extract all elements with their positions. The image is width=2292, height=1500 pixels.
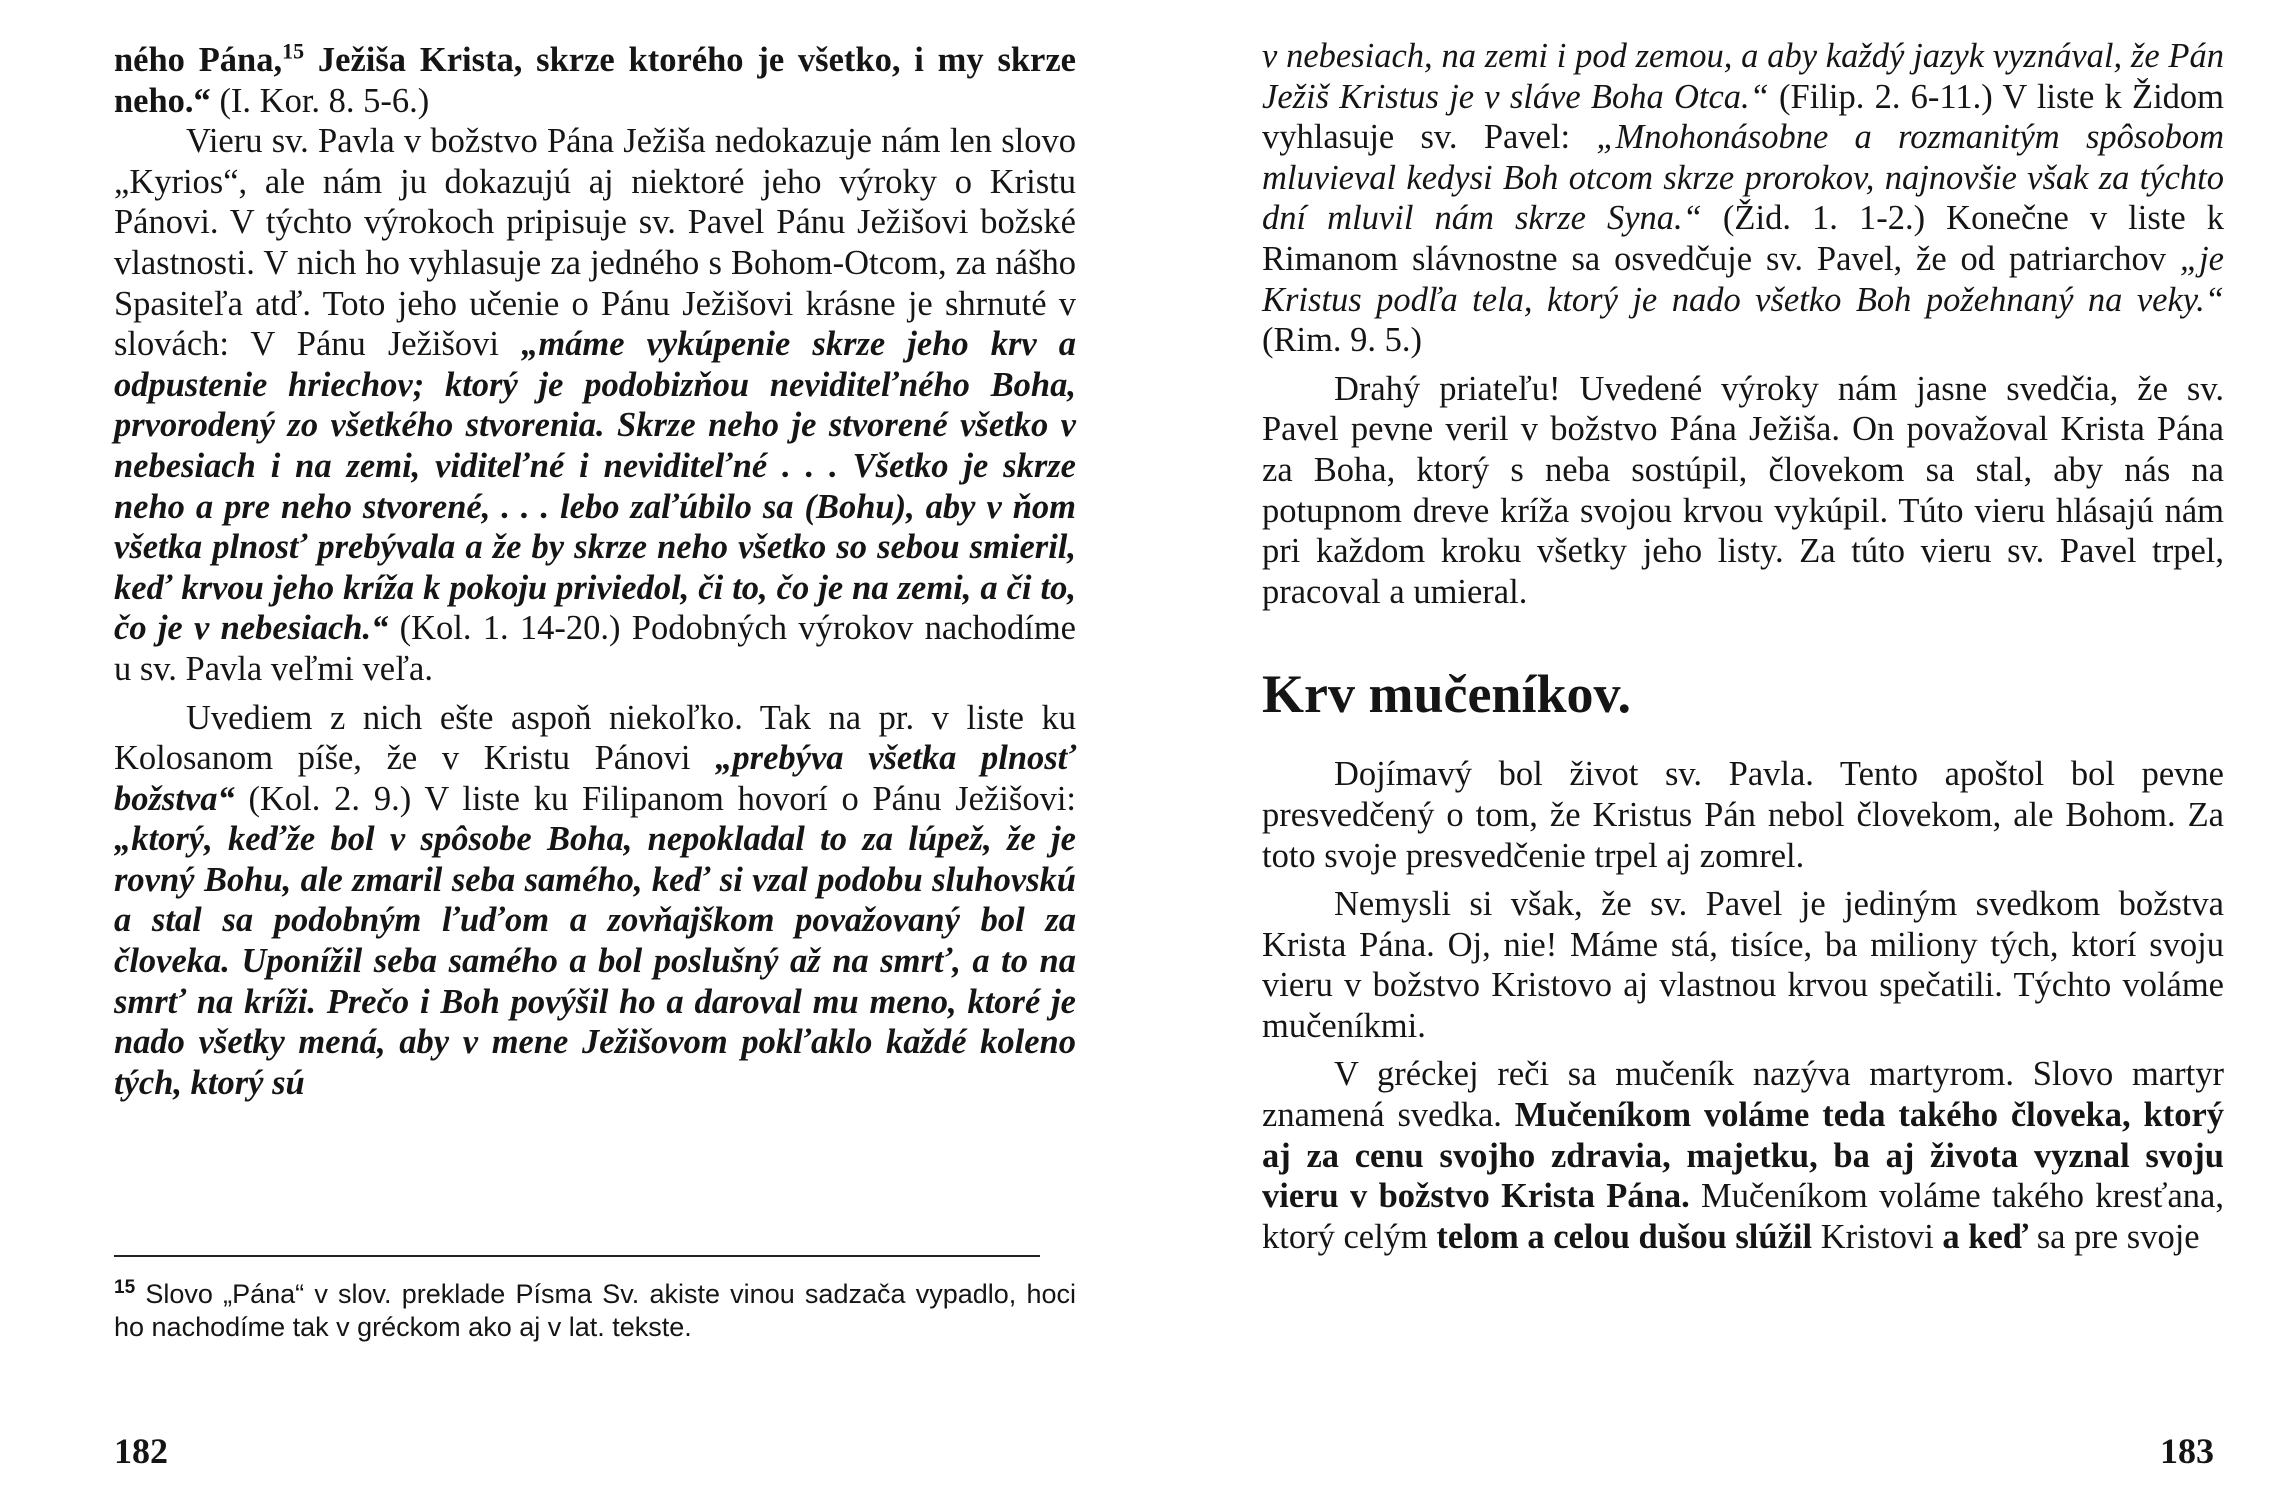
text-run: „Mnohonásobne a rozmanitým spôsobom mluvieval kedysi Boh otcom skrze prorokov, najnovšie však za týchto dní mluvil nám skrze Syna.“: [1262, 118, 2224, 238]
footnote-mark: 15: [114, 1277, 136, 1298]
text-run: 15: [282, 38, 305, 64]
footnote-text: Slovo „Pána“ v slov. preklade Písma Sv. akiste vinou sadzača vypadlo, hoci ho nachodíme tak v gréckom ako aj v lat. tekste.: [114, 1279, 1076, 1342]
text-run: Uvediem z nich ešte aspoň niekoľko. Tak na pr. v liste ku Kolosanom píše, že v Kristu Pánovi: [114, 698, 1076, 778]
text-run: „máme vykúpenie skrze jeho krv a odpustenie hriechov; ktorý je podobizňou neviditeľného Boha, prvorodený zo všetkého stvorenia. Skrze neho je stvorené všetko v nebesiach i na zemi, viditeľné i neviditeľné . . . Všetko je skrze neho a pre neho stvorené, . . . lebo zaľúbilo sa (Bohu), aby v ňom všetka plnosť prebývala a že by skrze neho všetko so sebou smieril, keď krvou jeho kríža k pokoju priviedol, či to, čo je na zemi, a či to, čo je v nebesiach.“: [114, 325, 1077, 648]
text-run: v nebesiach, na zemi i pod zemou, a aby každý jazyk vyznával, že Pán Ježiš Kristus je v sláve Boha Otca.“: [1262, 37, 2224, 116]
text-run: Mučeníkom voláme takého kresťana, ktorý celým: [1262, 1177, 2224, 1256]
text-run: (Žid. 1. 1-2.) Konečne v liste k Rimanom slávnostne sa osvedčuje sv. Pavel, že od patriarchov: [1262, 199, 2224, 278]
footnote-divider: [114, 1255, 1040, 1257]
text-run: „ktorý, keďže bol v spôsobe Boha, nepokladal to za lúpež, že je rovný Bohu, ale zmaril seba samého, keď si vzal podobu sluhovskú a stal sa podobným ľuďom a zovňajškom považovaný bol za človeka. Uponížil seba samého a bol poslušný až na smrť, a to na smrť na kríži. Prečo i Boh povýšil ho a daroval mu meno, ktoré je nado všetky mená, aby v mene Ježišovom pokľaklo každé koleno tých, ktorý sú: [114, 820, 1076, 1102]
page-number-left: 182: [114, 1431, 168, 1471]
section-heading: Krv mučeníkov.: [1262, 664, 1632, 725]
text-run: (Kol. 2. 9.) V liste ku Filipanom hovorí o Pánu Ježišovi:: [234, 779, 1076, 818]
right-text-column: [1262, 36, 2224, 1257]
text-run: sa pre svoje: [2028, 1217, 2200, 1256]
text-run: Mučeníkom voláme teda takého človeka, ktorý aj za cenu svojho zdravia, majetku, ba aj života vyznal svoju vieru v božstvo Krista Pána.: [1262, 1096, 2225, 1216]
text-run: (Rim. 9. 5.): [1262, 321, 1423, 360]
text-run: ného Pána,: [114, 41, 283, 79]
text-run: telom a celou dušou slúžil: [1436, 1217, 1813, 1256]
right-paragraph-2: [1262, 369, 2224, 613]
text-run: (Filip. 2. 6-11.) V liste k Židom vyhlasuje sv. Pavel:: [1262, 77, 2224, 157]
right-paragraph-1: [1262, 36, 2224, 361]
left-paragraph-2: [114, 121, 1076, 689]
text-run: Drahý priateľu! Uvedené výroky nám jasne svedčia, že sv. Pavel pevne veril v božstvo Pána Ježiša. On považoval Krista Pána za Boha, ktorý s neba sostúpil, človekom sa stal, aby nás na potupnom dreve kríža svojou krvou vykúpil. Túto vieru hlásajú nám pri každom kroku všetky jeho listy. Za túto vieru sv. Pavel trpel, pracoval a umieral.: [1262, 369, 2224, 611]
left-text-column: [114, 40, 1076, 1103]
text-run: (I. Kor. 8. 5-6.): [210, 81, 430, 120]
right-paragraph-4: [1262, 884, 2224, 1046]
left-paragraph-1: [114, 40, 1076, 121]
right-page: [1146, 0, 2292, 1500]
text-run: Vieru sv. Pavla v božstvo Pána Ježiša nedokazuje nám len slovo „Kyrios“, ale nám ju dokazujú aj niektoré jeho výroky o Kristu Pánovi. V týchto výrokoch pripisuje sv. Pavel Pánu Ježišovi božské vlastnosti. V nich ho vyhlasuje za jedného s Bohom-Otcom, za nášho Spasiteľa atď. Toto jeho učenie o Pánu Ježišovi krásne je shrnuté v slovách: V Pánu Ježišovi: [114, 122, 1076, 364]
right-paragraph-5: [1262, 1054, 2224, 1257]
text-run: V gréckej reči sa mučeník nazýva martyrom. Slovo martyr znamená svedka.: [1262, 1055, 2224, 1135]
text-run: Dojímavý bol život sv. Pavla. Tento apoštol bol pevne presvedčený o tom, že Kristus Pán nebol človekom, ale Bohom. Za toto svoje presvedčenie trpel aj zomrel.: [1262, 755, 2224, 875]
text-run: Kristovi: [1812, 1217, 1943, 1256]
text-run: a keď: [1942, 1217, 2029, 1256]
text-run: „je Kristus podľa tela, ktorý je nado všetko Boh požehnaný na veky.“: [1262, 239, 2224, 319]
footnote: [114, 1278, 1076, 1344]
page-number-right: 183: [2160, 1431, 2214, 1471]
right-paragraph-3: [1262, 754, 2224, 876]
text-run: (Kol. 1. 14-20.) Podobných výrokov nachodíme u sv. Pavla veľmi veľa.: [114, 609, 1076, 688]
left-paragraph-3: [114, 698, 1076, 1104]
text-run: Ježiša Krista, skrze ktorého je všetko, i my skrze neho.“: [114, 41, 1076, 120]
text-run: Nemysli si však, že sv. Pavel je jediným svedkom božstva Krista Pána. Oj, nie! Máme stá, tisíce, ba miliony tých, ktorí svoju vieru v božstvo Kristovo aj vlastnou krvou spečatili. Týchto voláme mučeníkmi.: [1262, 885, 2224, 1045]
text-run: „prebýva všetka plnosť božstva“: [114, 739, 1077, 818]
